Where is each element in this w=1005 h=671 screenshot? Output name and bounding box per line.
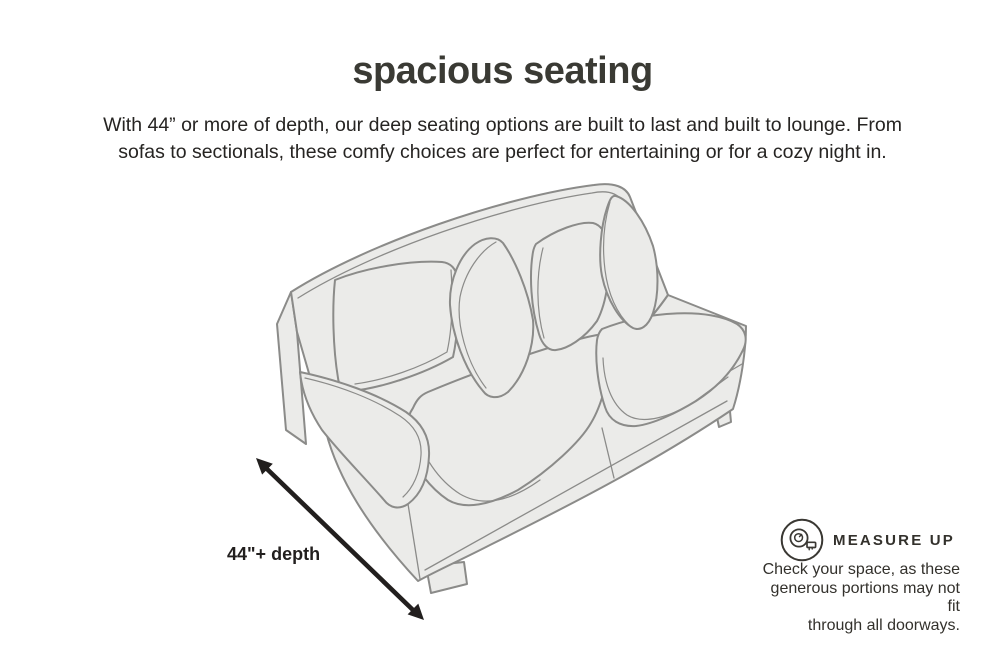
measure-up-note (760, 561, 960, 635)
measure-up-note-line3: through all doorways. (807, 616, 960, 634)
intro-text-line1: With 44” or more of depth, our deep seating options are built to last and built to lounge. From (103, 114, 902, 136)
measure-up-note-line1: Check your space, as these (762, 561, 960, 578)
intro-text-line2: sofas to sectionals, these comfy choices are perfect for entertaining or for a cozy night in. (118, 141, 887, 163)
sofa-illustration (277, 184, 746, 593)
measure-up-section (760, 514, 965, 634)
measure-up-heading: MEASURE UP (833, 532, 956, 549)
tape-measure-icon (778, 516, 826, 564)
depth-dimension-label: 44"+ depth (227, 544, 321, 564)
page-title: spacious seating (352, 50, 653, 92)
measure-up-note-line2: generous portions may not fit (770, 579, 960, 615)
